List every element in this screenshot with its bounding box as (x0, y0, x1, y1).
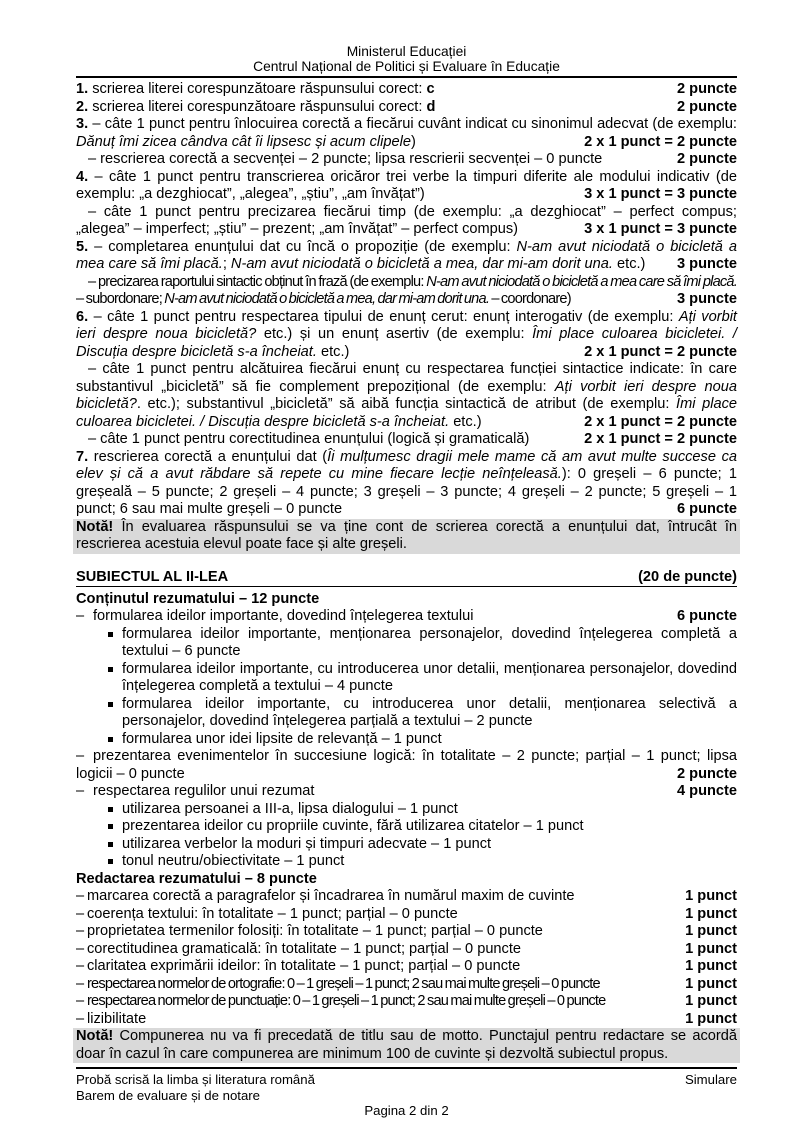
text-run: formularea ideilor importante, menționarea personajelor, dovedind înțelegerea completă a textului – 6 puncte (122, 625, 737, 659)
text-run: Compunerea nu va fi precedată de titlu sau de motto. Punctajul pentru redactare se acordă doar în cazul în care compunerea are minimum 100 de cuvinte și dezvoltă subiectul propus. (76, 1028, 737, 1062)
criterion-item (76, 361, 737, 431)
criterion-item (76, 696, 737, 731)
criterion-item (76, 151, 737, 169)
points-value: 1 punct (685, 975, 737, 992)
text-run: 2. (76, 98, 93, 115)
criterion-item (76, 431, 737, 449)
criterion-text (76, 169, 737, 204)
text-run: Ați vorbit ieri despre noua bicicletă? (76, 378, 738, 412)
criterion-text (76, 309, 737, 362)
text-run: ) (411, 133, 416, 150)
criterion-item (76, 1011, 737, 1029)
criterion-text (76, 431, 737, 449)
criterion-text (76, 81, 737, 99)
text-run: – completarea enunțului dat cu încă o propoziție (de exemplu: (94, 238, 517, 255)
text-run: d (426, 98, 436, 115)
text-run: Dănuț îmi zicea cândva cât îi lipsesc și acum clipele (76, 133, 411, 150)
dash-marker: – (76, 608, 85, 624)
criterion-text (76, 519, 737, 554)
text-run: Ați vorbit ieri despre noua bicicletă? (76, 308, 737, 342)
criterion-text (76, 591, 737, 609)
footer-row (76, 1072, 737, 1088)
criterion-item (76, 923, 737, 941)
points-value: 2 puncte (676, 81, 737, 97)
text-run: N-am avut niciodată o bicicletă a mea care să îmi placă. (426, 273, 737, 290)
criterion-item (76, 801, 737, 819)
criterion-item (76, 661, 737, 696)
text-run: tonul neutru/obiectivitate – 1 punct (122, 853, 345, 869)
points-value: 1 punct (685, 958, 737, 974)
points-value: 3 puncte (676, 256, 737, 272)
center-title: Centrul Național de Politici și Evaluare în Educație (253, 59, 560, 74)
text-run: – câte 1 punct pentru corectitudinea enunțului (logică și gramaticală) (88, 431, 530, 447)
criterion-text (76, 608, 737, 626)
text-run: N-am avut niciodată o bicicletă a mea, dar mi-am dorit una. (164, 291, 490, 307)
text-run: Îmi place culoarea bicicletei. / Discuția despre bicicletă s-a încheiat. (76, 326, 737, 360)
criterion-item (76, 239, 737, 274)
criterion-item (76, 783, 737, 801)
criterion-text (76, 204, 737, 239)
text-run: respectarea normelor de punctuație: 0 – 1 greșeli – 1 punct; 2 sau mai multe greșeli – 0 puncte (87, 993, 606, 1009)
text-run: etc.) (316, 343, 350, 360)
text-run: prezentarea ideilor cu propriile cuvinte, fără utilizarea citatelor – 1 punct (122, 818, 584, 834)
criterion-text (76, 449, 737, 519)
criterion-text (122, 626, 737, 661)
text-run: 3. (76, 116, 93, 132)
text-run: N-am avut niciodată o bicicletă a mea care să îmi placă. (76, 238, 737, 272)
criterion-text (76, 1011, 737, 1029)
criterion-text (76, 923, 737, 941)
points-value: 3 x 1 punct = 3 puncte (584, 186, 737, 202)
text-run: utilizarea verbelor la moduri și timpuri adecvate – 1 punct (122, 835, 492, 852)
criterion-text (76, 906, 737, 924)
criterion-text (122, 801, 737, 819)
document-footer (76, 1067, 737, 1119)
criterion-item (76, 99, 737, 117)
text-run: etc.) (449, 413, 482, 430)
text-run: etc.) (612, 256, 646, 272)
text-run: – precizarea raportului sintactic obținut în frază (de exemplu: (88, 273, 427, 290)
text-run: corectitudinea gramaticală: în totalitate – 1 punct; parțial – 0 puncte (87, 940, 522, 957)
document-header (76, 44, 737, 74)
points-value: 2 x 1 punct = 2 puncte (584, 133, 737, 150)
dash-marker: – (76, 748, 85, 764)
criterion-text (76, 748, 737, 783)
text-run: lizibilitate (87, 1010, 147, 1027)
note-block (73, 1028, 740, 1063)
text-run: Redactarea rezumatului – 8 puncte (76, 870, 317, 887)
text-run: respectarea regulilor unui rezumat (93, 783, 315, 799)
section-heading (76, 591, 737, 609)
points-value: 1 punct (685, 1010, 737, 1027)
criterion-item (76, 976, 737, 994)
text-run: etc.) și un enunț asertiv (de exemplu: (256, 326, 533, 342)
points-value: 3 x 1 punct = 3 puncte (584, 221, 737, 237)
criterion-text (76, 274, 737, 309)
text-run: – câte 1 punct pentru alcătuirea fiecărui enunț cu respectarea funcției sintactice indicate: în care substantivul „bicicletă” să fie complement prepozițional (de exemplu: (76, 361, 737, 395)
criterion-item (76, 449, 737, 519)
text-run: marcarea corectă a paragrafelor și încadrarea în numărul maxim de cuvinte (87, 888, 575, 904)
text-run: – câte 1 punct pentru înlocuirea corectă a fiecărui cuvânt indicat cu sinonimul adecvat (de exemplu: (92, 116, 737, 132)
text-run: coerența textului: în totalitate – 1 punct; parțial – 0 puncte (87, 905, 458, 922)
criterion-item (76, 116, 737, 151)
criterion-text (76, 993, 737, 1011)
dash-marker: – (76, 783, 85, 799)
criterion-item (76, 169, 737, 204)
bullet-square-icon (108, 842, 113, 847)
dash-marker: – (76, 993, 84, 1009)
text-run: Conținutul rezumatului – 12 puncte (76, 590, 320, 607)
text-run: – câte 1 punct pentru precizarea fiecărui timp (de exemplu: „a dezghiocat” – perfect compus; „alegea” – imperfect; „știu” – prezent; „am învățat” – perfect compus) (76, 203, 737, 237)
criterion-item (76, 888, 737, 906)
bullet-square-icon (108, 632, 113, 637)
text-run: Notă! (76, 518, 122, 535)
criterion-item (76, 608, 737, 626)
criterion-text (122, 853, 737, 871)
text-run: formularea unor idei lipsite de relevanță – 1 punct (122, 730, 442, 747)
text-run: ): 0 greșeli – 6 puncte; 1 greșeală – 5 puncte; 2 greșeli – 4 puncte; 3 greșeli – 3 puncte; 4 greșeli – 2 puncte; 5 greșeli – 1 punct; 6 sau mai multe greșeli – 0 puncte (76, 466, 738, 517)
criterion-text (76, 958, 737, 976)
criterion-text (76, 941, 737, 959)
text-run: scrierea literei corespunzătoare răspunsului corect: (92, 98, 427, 115)
text-run: – coordonare) (489, 291, 571, 307)
criterion-item (76, 81, 737, 99)
text-run: formularea ideilor importante, dovedind înțelegerea textului (93, 608, 474, 624)
document-body (76, 81, 737, 1063)
criterion-item (76, 993, 737, 1011)
criterion-text (76, 116, 737, 151)
text-run: – subordonare; (76, 291, 165, 307)
criterion-item (76, 309, 737, 362)
text-run: 7. (76, 448, 94, 465)
footer-doc-title: Barem de evaluare și de notare (76, 1087, 261, 1103)
dash-marker: – (76, 940, 85, 957)
text-run: c (426, 81, 435, 97)
dash-marker: – (76, 975, 84, 992)
criterion-item (76, 274, 737, 309)
bullet-square-icon (108, 824, 113, 829)
criterion-item (76, 748, 737, 783)
text-run: rescrierea corectă a enunțului dat ( (93, 448, 328, 465)
bullet-square-icon (108, 702, 113, 707)
points-value: 3 puncte (676, 291, 737, 307)
points-value: 2 x 1 punct = 2 puncte (584, 413, 737, 430)
bullet-square-icon (108, 859, 113, 864)
section-heading (76, 871, 737, 889)
header-divider (76, 76, 737, 78)
points-value: 1 punct (685, 940, 737, 957)
points-value: 1 punct (685, 993, 737, 1009)
ministry-title: Ministerul Educației (346, 44, 467, 59)
points-value: 4 puncte (676, 783, 737, 799)
criterion-text (76, 361, 737, 431)
points-value: 6 puncte (676, 501, 737, 517)
text-run: – câte 1 punct pentru respectarea tipului de enunț cerut: enunț interogativ (de exemplu: (93, 308, 679, 325)
text-run: utilizarea persoanei a III-a, lipsa dialogului – 1 punct (122, 800, 458, 817)
text-run: scrierea literei corespunzătoare răspunsului corect: (92, 81, 427, 97)
text-run: N-am avut niciodată o bicicletă a mea, dar mi-am dorit una. (230, 256, 613, 272)
text-run: – rescrierea corectă a secvenței – 2 puncte; lipsa rescrierii secvenței – 0 puncte (88, 151, 603, 167)
points-value: 1 punct (685, 905, 737, 922)
text-run: claritatea exprimării ideilor: în totalitate – 1 punct; parțial – 0 puncte (87, 958, 521, 974)
criterion-text (76, 871, 737, 889)
text-run: 5. (76, 238, 95, 255)
note-block (73, 519, 740, 554)
subject-heading (76, 568, 737, 587)
text-run: În evaluarea răspunsului se va ține cont de scrierea corectă a enunțului dat, întrucât în rescrierea acestuia elevul poate face și alte greșeli. (76, 518, 737, 552)
criterion-item (76, 204, 737, 239)
criterion-item (76, 958, 737, 976)
criterion-text (76, 976, 737, 994)
dash-marker: – (76, 888, 85, 904)
text-run: Notă! (76, 1028, 120, 1044)
points-value: 2 puncte (676, 765, 737, 782)
text-run: Îi mulțumesc dragii mele mame că am avut multe succese ca elev și că a avut răbdare să repete cu mine fiecare lecție neînțeleasă. (76, 448, 737, 482)
criterion-text (122, 661, 737, 696)
points-value: 2 x 1 punct = 2 puncte (584, 343, 737, 360)
criterion-item (76, 836, 737, 854)
criterion-text (76, 783, 737, 801)
footer-page-number: Pagina 2 din 2 (364, 1103, 449, 1118)
points-value: 2 x 1 punct = 2 puncte (584, 431, 737, 447)
bullet-square-icon (108, 667, 113, 672)
subject-title: SUBIECTUL AL II-LEA (76, 568, 229, 585)
dash-marker: – (76, 905, 85, 922)
criterion-text (122, 836, 737, 854)
criterion-text (76, 1028, 737, 1063)
points-value: 2 puncte (676, 98, 737, 115)
points-value: 6 puncte (676, 608, 737, 624)
criterion-text (122, 696, 737, 731)
text-run: 4. (76, 168, 95, 185)
subject-points: (20 de puncte) (638, 568, 737, 585)
points-value: 2 puncte (676, 151, 737, 167)
criterion-item (76, 818, 737, 836)
points-value: 1 punct (685, 888, 737, 904)
dash-marker: – (76, 1010, 85, 1027)
dash-marker: – (76, 923, 85, 939)
criterion-item (76, 853, 737, 871)
criterion-text (122, 731, 737, 749)
bullet-square-icon (108, 807, 113, 812)
criterion-item (76, 941, 737, 959)
text-run: Îmi place culoarea bicicletei. / Discuția despre bicicletă s-a încheiat. (76, 396, 737, 430)
criterion-text (76, 151, 737, 169)
text-run: ; (222, 256, 231, 272)
text-run: formularea ideilor importante, cu introducerea unor detalii, menționarea selectivă a personajelor, dovedind înțelegerea parțială a textului – 2 puncte (122, 695, 737, 729)
criterion-item (76, 906, 737, 924)
text-run: 1. (76, 81, 93, 97)
criterion-text (76, 888, 737, 906)
criterion-item (76, 626, 737, 661)
text-run: formularea ideilor importante, cu introducerea unor detalii, menționarea personajelor, dovedind înțelegerea completă a textului – 4 puncte (122, 660, 737, 694)
footer-exam-title: Probă scrisă la limba și literatura română (76, 1072, 315, 1087)
criterion-text (76, 99, 737, 117)
bullet-square-icon (108, 737, 113, 742)
criterion-text (76, 239, 737, 274)
criterion-item (76, 731, 737, 749)
footer-session: Simulare (684, 1072, 737, 1087)
text-run: prezentarea evenimentelor în succesiune logică: în totalitate – 2 puncte; parțial – 1 punct; lipsa logicii – 0 puncte (76, 748, 737, 782)
dash-marker: – (76, 958, 85, 974)
text-run: – câte 1 punct pentru transcrierea oricăror trei verbe la timpuri diferite ale modului indicativ (de exemplu: „a dezghiocat”, „alegea”, „știu”, „am învățat”) (76, 168, 737, 202)
text-run: . etc.); substantivul „bicicletă” să aibă funcția sintactică de atribut (de exemplu: (136, 396, 677, 412)
points-value: 1 punct (685, 923, 737, 939)
text-run: respectarea normelor de ortografie: 0 – 1 greșeli – 1 punct; 2 sau mai multe greșeli – 0 puncte (87, 975, 600, 992)
text-run: 6. (76, 308, 94, 325)
text-run: proprietatea termenilor folosiți: în totalitate – 1 punct; parțial – 0 puncte (87, 923, 543, 939)
criterion-text (122, 818, 737, 836)
